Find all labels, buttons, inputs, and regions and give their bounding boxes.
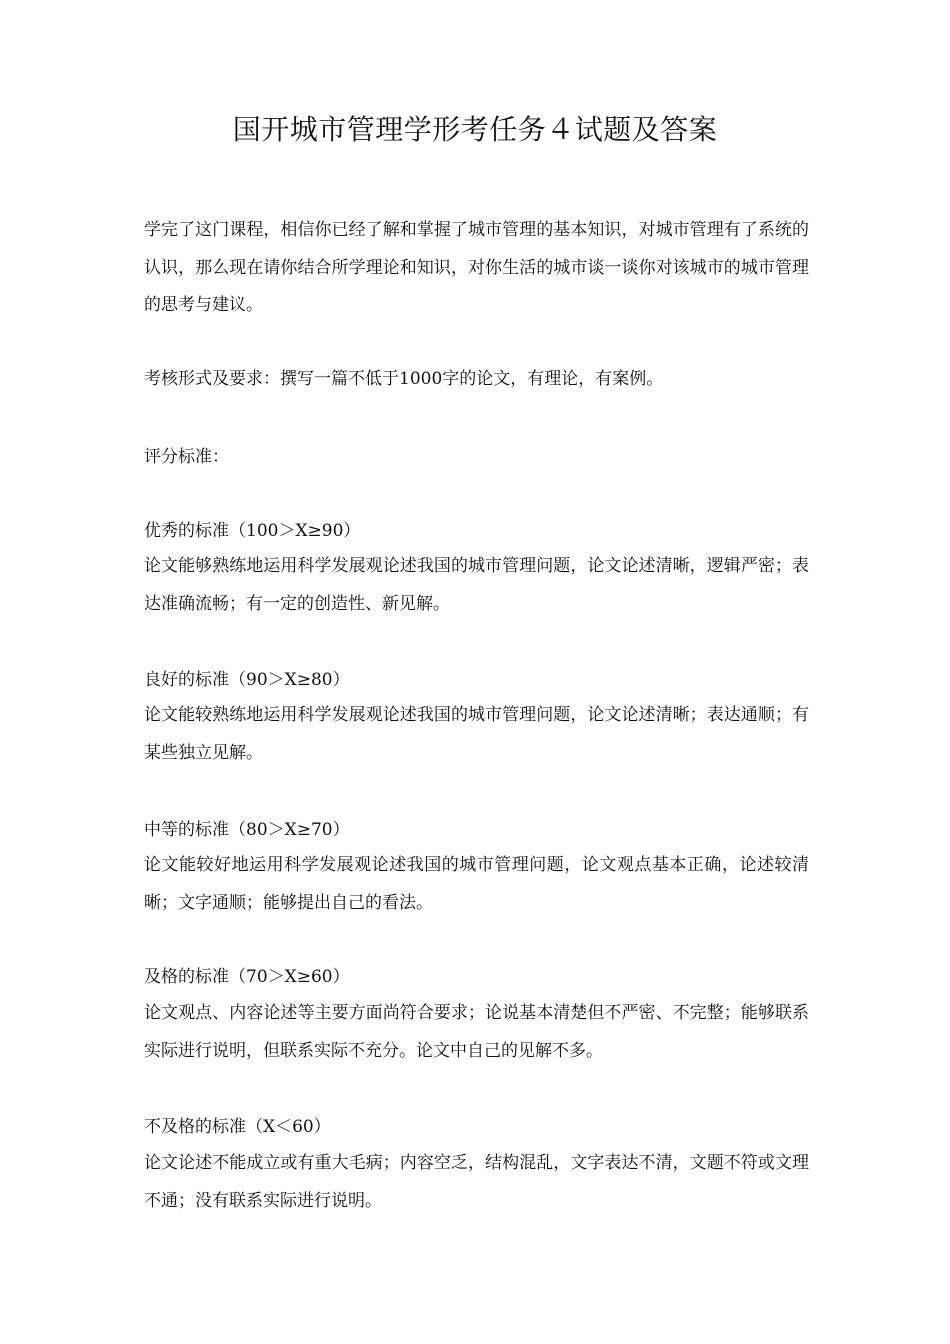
- criteria-good-heading: 良好的标准（90＞X≥80）: [144, 670, 350, 690]
- requirement-paragraph: 考核形式及要求：撰写一篇不低于1000字的论文，有理论，有案例。: [144, 369, 664, 389]
- criteria-medium-heading: 中等的标准（80＞X≥70）: [144, 820, 350, 840]
- criteria-medium-description: 论文能较好地运用科学发展观论述我国的城市管理问题，论文观点基本正确，论述较清晰；文字通顺；能够提出自己的看法。: [144, 855, 809, 913]
- criteria-excellent-description: 论文能够熟练地运用科学发展观论述我国的城市管理问题，论文论述清晰，逻辑严密；表达准确流畅；有一定的创造性、新见解。: [144, 556, 809, 614]
- criteria-heading: 评分标准：: [144, 447, 229, 467]
- criteria-fail-heading: 不及格的标准（X＜60）: [144, 1117, 331, 1137]
- criteria-fail-description: 论文论述不能成立或有重大毛病；内容空乏，结构混乱，文字表达不清，文题不符或文理不通；没有联系实际进行说明。: [144, 1153, 809, 1211]
- intro-paragraph: 学完了这门课程，相信你已经了解和掌握了城市管理的基本知识，对城市管理有了系统的认识，那么现在请你结合所学理论和知识，对你生活的城市谈一谈你对该城市的城市管理的思考与建议。: [144, 220, 809, 315]
- criteria-excellent-heading: 优秀的标准（100＞X≥90）: [144, 521, 361, 541]
- document-title: 国开城市管理学形考任务４试题及答案: [232, 113, 718, 146]
- criteria-pass-heading: 及格的标准（70＞X≥60）: [144, 967, 350, 987]
- criteria-good-description: 论文能较熟练地运用科学发展观论述我国的城市管理问题，论文论述清晰；表达通顺；有某些独立见解。: [144, 705, 809, 763]
- criteria-pass-description: 论文观点、内容论述等主要方面尚符合要求；论说基本清楚但不严密、不完整；能够联系实际进行说明，但联系实际不充分。论文中自己的见解不多。: [144, 1003, 809, 1061]
